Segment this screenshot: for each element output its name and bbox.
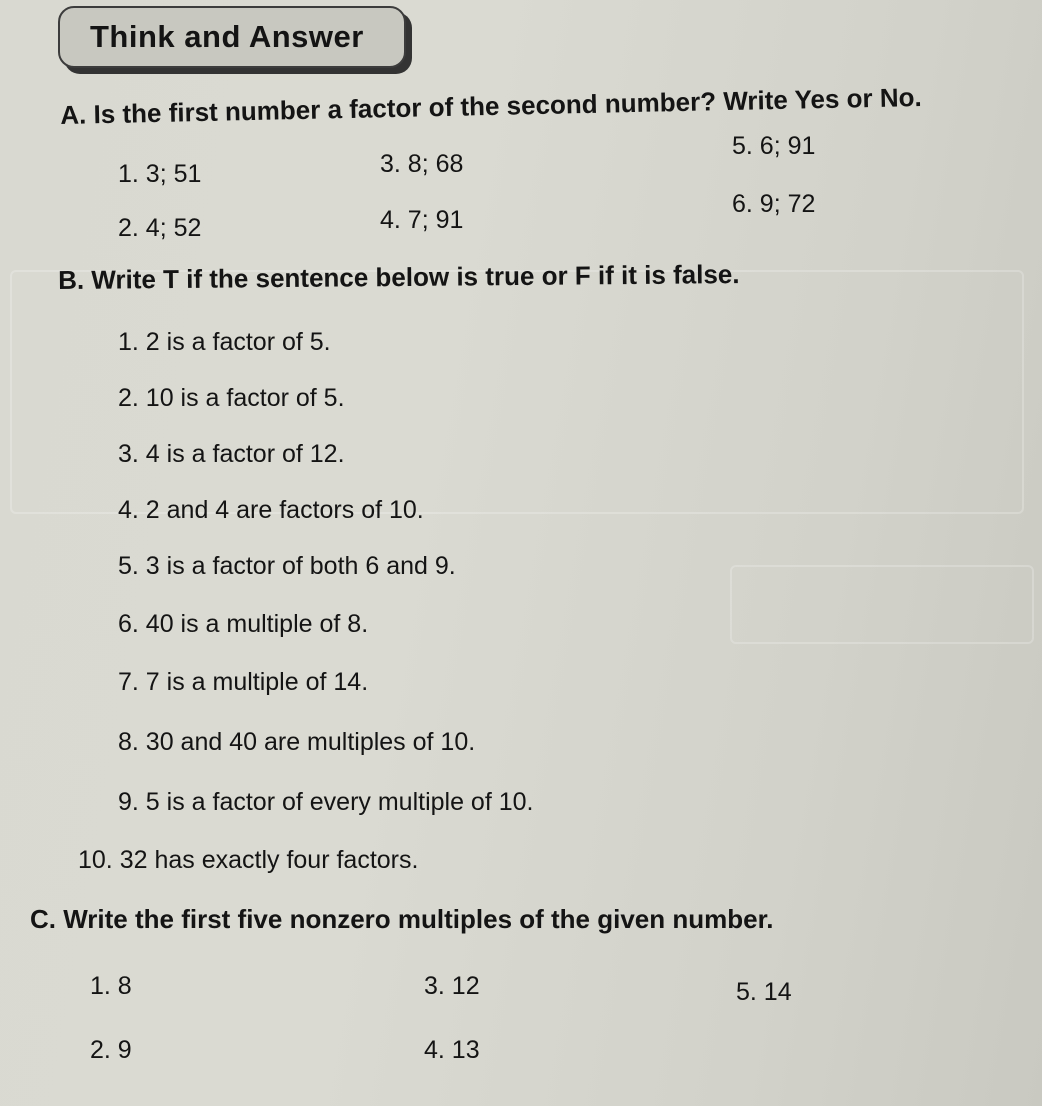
section-b-item: 5. 3 is a factor of both 6 and 9. <box>118 552 456 580</box>
section-b-item: 3. 4 is a factor of 12. <box>118 440 345 468</box>
section-b-item: 7. 7 is a multiple of 14. <box>118 668 369 696</box>
section-b-item: 8. 30 and 40 are multiples of 10. <box>118 728 476 756</box>
section-c-item: 5. 14 <box>736 978 792 1006</box>
section-a-item: 2. 4; 52 <box>118 214 202 242</box>
section-a-heading: A. Is the first number a factor of the second number? Write Yes or No. <box>60 81 922 130</box>
section-a-item: 5. 6; 91 <box>732 132 816 160</box>
section-b-item: 9. 5 is a factor of every multiple of 10. <box>118 788 534 816</box>
page-title: Think and Answer <box>90 19 364 54</box>
section-b-item: 2. 10 is a factor of 5. <box>118 384 345 412</box>
title-banner <box>58 6 406 68</box>
section-b-item: 6. 40 is a multiple of 8. <box>118 610 369 638</box>
section-c-item: 3. 12 <box>424 972 480 1000</box>
section-a-item: 1. 3; 51 <box>118 160 202 188</box>
section-a-item: 6. 9; 72 <box>732 190 816 218</box>
section-a-item: 3. 8; 68 <box>380 150 464 178</box>
bleed-through-box <box>730 565 1034 644</box>
section-b-heading: B. Write T if the sentence below is true or F if it is false. <box>58 259 740 295</box>
section-a-item: 4. 7; 91 <box>380 206 464 234</box>
section-c-item: 4. 13 <box>424 1036 480 1064</box>
section-c-item: 1. 8 <box>90 972 132 1000</box>
section-b-item: 1. 2 is a factor of 5. <box>118 328 331 356</box>
section-b-item: 10. 32 has exactly four factors. <box>78 846 419 874</box>
section-c-item: 2. 9 <box>90 1036 132 1064</box>
section-b-item: 4. 2 and 4 are factors of 10. <box>118 496 424 524</box>
section-c-heading: C. Write the first five nonzero multiples of the given number. <box>30 904 774 934</box>
